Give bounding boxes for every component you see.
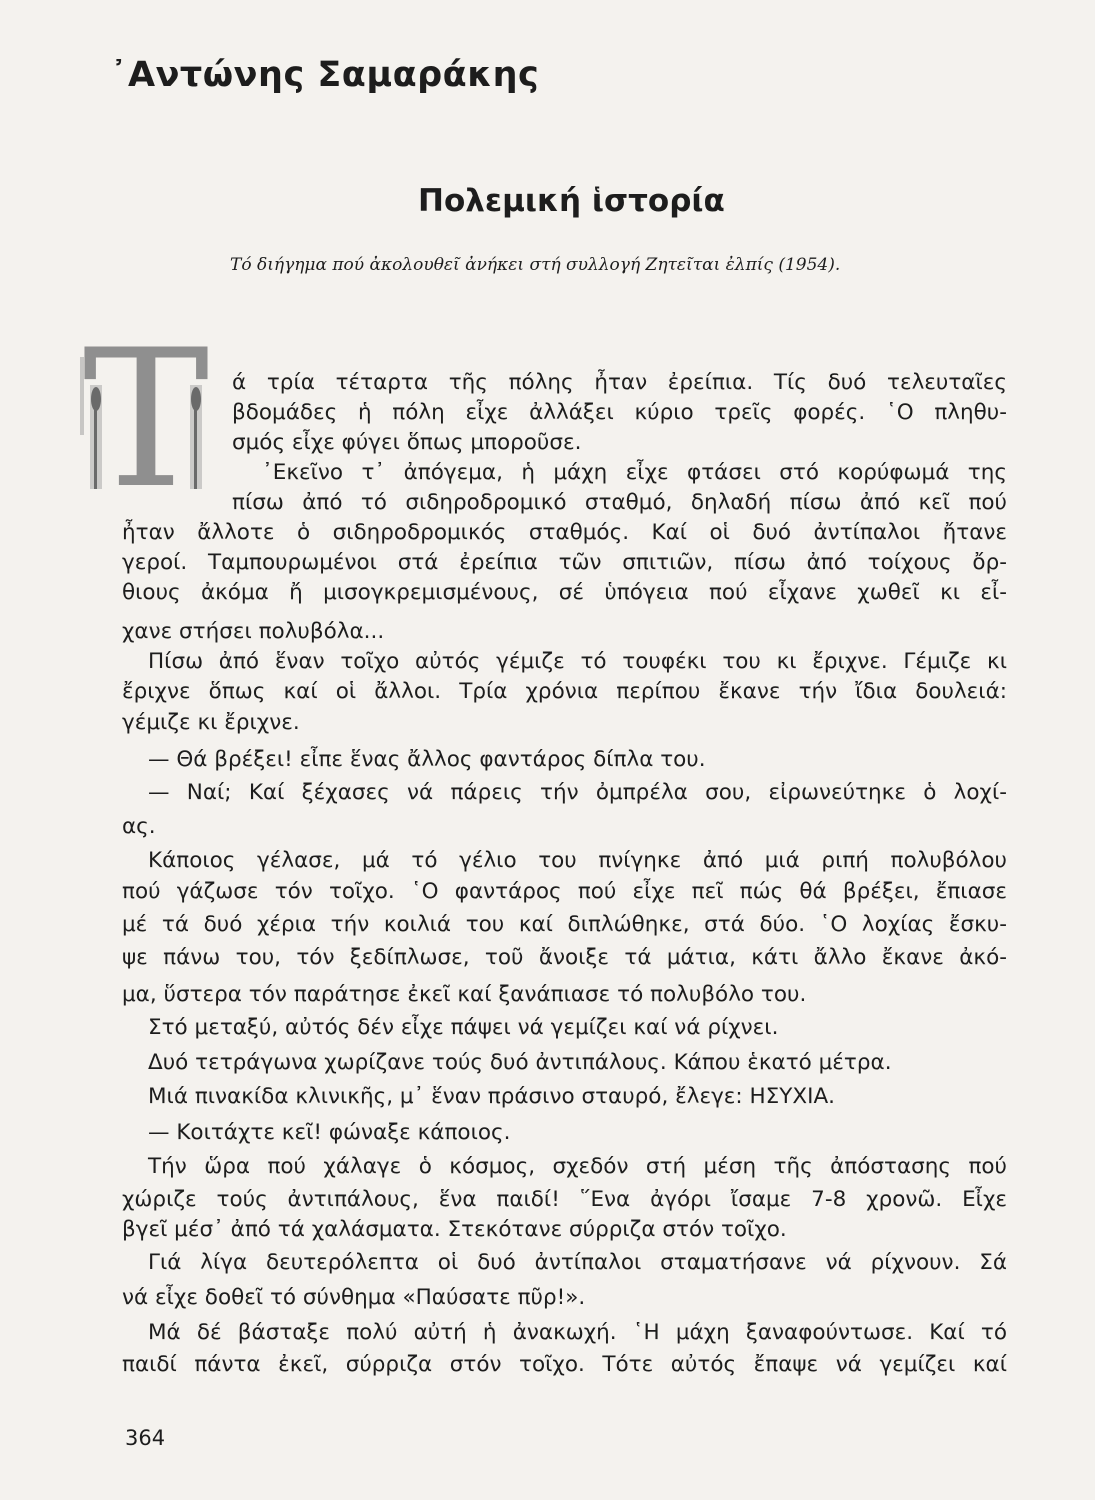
body-line: παιδί πάντα ἐκεῖ, σύρριζα στόν τοῖχο. Τότε αὐτός ἔπαψε νά γεμίζει καί xyxy=(122,1352,1007,1377)
body-line: νά εἶχε δοθεῖ τό σύνθημα «Παύσατε πῦρ!». xyxy=(122,1285,586,1310)
body-line: ᾿Εκεῖνο τ᾿ ἀπόγεμα, ἡ μάχη εἶχε φτάσει στό κορύφωμά της xyxy=(262,460,1007,485)
body-line: πίσω ἀπό τό σιδηροδρομικό σταθμό, δηλαδή πίσω ἀπό κεῖ πού xyxy=(232,490,1007,515)
page-number: 364 xyxy=(125,1426,166,1450)
body-line: Πίσω ἀπό ἕναν τοῖχο αὐτός γέμιζε τό τουφέκι του κι ἔριχνε. Γέμιζε κι xyxy=(148,649,1007,674)
body-line: γέμιζε κι ἔριχνε. xyxy=(122,710,300,735)
body-line: Μά δέ βάσταξε πολύ αὐτή ἡ ἀνακωχή. ῾Η μάχη ξαναφούντωσε. Καί τό xyxy=(148,1320,1007,1345)
body-line: θιους ἀκόμα ἤ μισογκρεμισμένους, σέ ὑπόγεια πού εἶχανε χωθεῖ κι εἶ- xyxy=(122,580,1007,605)
body-line: ἔριχνε ὅπως καί οἱ ἄλλοι. Τρία χρόνια περίπου ἔκανε τήν ἴδια δουλειά: xyxy=(122,679,1007,704)
body-line: βδομάδες ἡ πόλη εἶχε ἀλλάξει κύριο τρεῖς φορές. ῾Ο πληθυ- xyxy=(232,400,1007,425)
story-title: Πολεμική ἱστορία xyxy=(418,183,725,219)
body-line: ἦταν ἄλλοτε ὁ σιδηροδρομικός σταθμός. Καί οἱ δυό ἀντίπαλοι ἤτανε xyxy=(122,520,1007,545)
body-line: ας. xyxy=(122,814,156,839)
body-line: Μιά πινακίδα κλινικῆς, μ᾿ ἕναν πράσινο σταυρό, ἔλεγε: ΗΣΥΧΙΑ. xyxy=(148,1084,835,1109)
body-line: βγεῖ μέσ᾿ ἀπό τά χαλάσματα. Στεκότανε σύρριζα στόν τοῖχο. xyxy=(122,1217,787,1242)
body-line: — Θά βρέξει! εἶπε ἕνας ἄλλος φαντάρος δίπλα του. xyxy=(148,747,706,772)
body-line: χανε στήσει πολυβόλα... xyxy=(122,619,385,644)
body-line: — Κοιτάχτε κεῖ! φώναξε κάποιος. xyxy=(148,1120,511,1145)
body-line: γεροί. Ταμπουρωμένοι στά ἐρείπια τῶν σπιτιῶν, πίσω ἀπό τοίχους ὄρ- xyxy=(122,550,1007,575)
body-line: Στό μεταξύ, αὐτός δέν εἶχε πάψει νά γεμίζει καί νά ρίχνει. xyxy=(148,1015,779,1040)
body-line: ψε πάνω του, τόν ξεδίπλωσε, τοῦ ἄνοιξε τά μάτια, κάτι ἄλλο ἔκανε ἀκό- xyxy=(122,945,1007,970)
body-line: μα, ὕστερα τόν παράτησε ἐκεῖ καί ξανάπιασε τό πολυβόλο του. xyxy=(122,982,807,1007)
author-name: ᾿Αντώνης Σαμαράκης xyxy=(110,55,540,95)
body-line: — Ναί; Καί ξέχασες νά πάρεις τήν ὀμπρέλα σου, εἰρωνεύτηκε ὁ λοχί- xyxy=(148,780,1007,805)
story-subtitle: Τό διήγημα πού ἀκολουθεῖ ἀνήκει στή συλλογή Ζητεῖται ἐλπίς (1954). xyxy=(230,255,841,275)
body-line: μέ τά δυό χέρια τήν κοιλιά του καί διπλώθηκε, στά δύο. ῾Ο λοχίας ἔσκυ- xyxy=(122,912,1007,937)
body-line: ά τρία τέταρτα τῆς πόλης ἦταν ἐρείπια. Τίς δυό τελευταῖες xyxy=(232,370,1007,395)
decorative-dropcap xyxy=(80,345,212,493)
body-line: Γιά λίγα δευτερόλεπτα οἱ δυό ἀντίπαλοι σταματήσανε νά ρίχνουν. Σά xyxy=(148,1250,1007,1275)
body-line: Δυό τετράγωνα χωρίζανε τούς δυό ἀντιπάλους. Κάπου ἑκατό μέτρα. xyxy=(148,1050,892,1075)
body-line: Τήν ὥρα πού χάλαγε ὁ κόσμος, σχεδόν στή μέση τῆς ἀπόστασης πού xyxy=(148,1154,1007,1179)
body-line: χώριζε τούς ἀντιπάλους, ἕνα παιδί! ῞Ενα ἀγόρι ἴσαμε 7-8 χρονῶ. Εἶχε xyxy=(122,1187,1007,1212)
body-line: Κάποιος γέλασε, μά τό γέλιο του πνίγηκε ἀπό μιά ριπή πολυβόλου xyxy=(148,848,1007,873)
dropcap-letter: Τ xyxy=(82,345,210,493)
body-line: πού γάζωσε τόν τοῖχο. ῾Ο φαντάρος πού εἶχε πεῖ πώς θά βρέξει, ἔπιασε xyxy=(122,879,1007,904)
body-line: σμός εἶχε φύγει ὅπως μποροῦσε. xyxy=(232,430,582,455)
